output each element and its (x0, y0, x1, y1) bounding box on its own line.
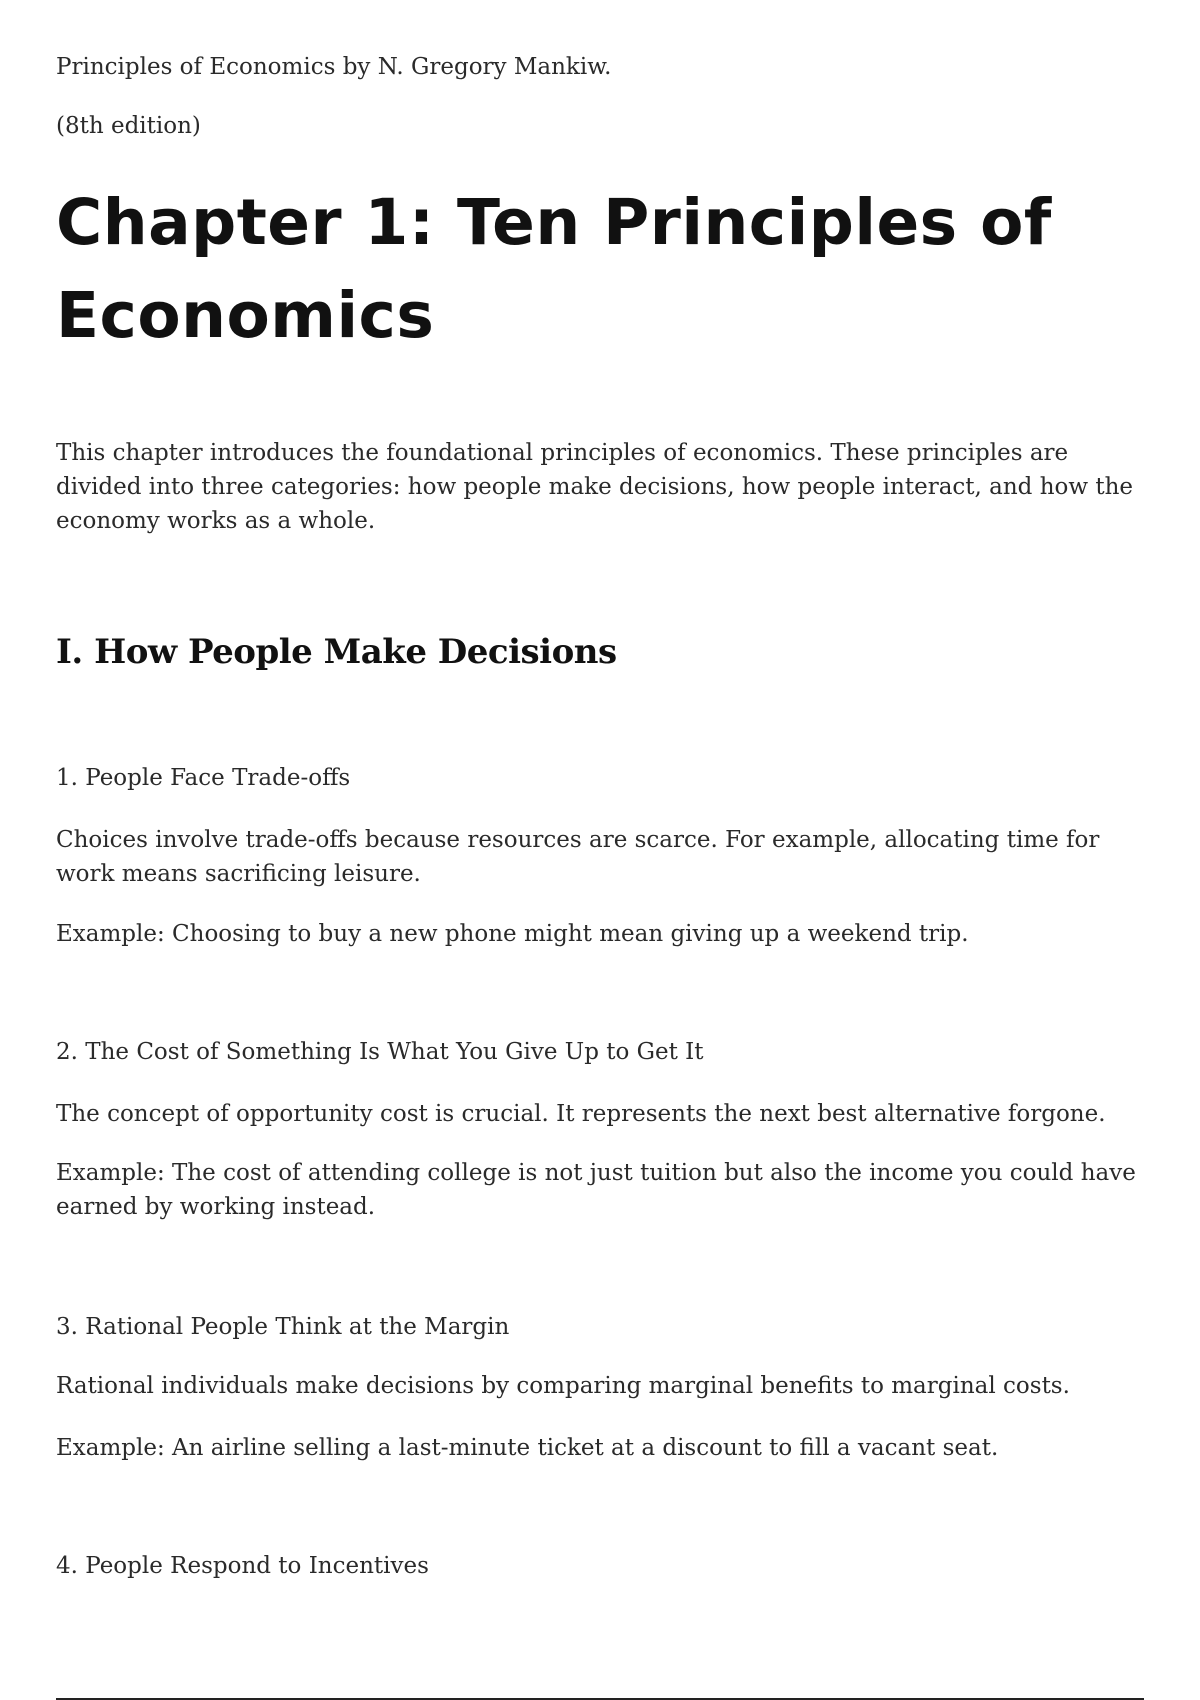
principle-3-example: Example: An airline selling a last-minute ticket at a discount to fill a vacant seat. (56, 1435, 999, 1461)
principle-4-title: 4. People Respond to Incentives (56, 1553, 429, 1579)
principle-1-title: 1. People Face Trade-offs (56, 765, 351, 791)
chapter-title: Chapter 1: Ten Principles of Economics (56, 186, 1052, 352)
principle-1-body: Choices involve trade-offs because resources are scarce. For example, allocating time for work means sacrificing leisure. (56, 827, 1100, 887)
principle-3-body: Rational individuals make decisions by comparing marginal benefits to marginal costs. (56, 1373, 1070, 1399)
principle-3-title: 3. Rational People Think at the Margin (56, 1314, 510, 1340)
principle-2-example: Example: The cost of attending college is not just tuition but also the income you could have earned by working instead. (56, 1160, 1136, 1220)
principle-1-example: Example: Choosing to buy a new phone might mean giving up a weekend trip. (56, 921, 969, 947)
edition-note: (8th edition) (56, 113, 201, 139)
section-heading: I. How People Make Decisions (56, 632, 617, 672)
intro-paragraph: This chapter introduces the foundational principles of economics. These principles are divided into three categories: how people make decisions, how people interact, and how the economy works as a whole. (56, 440, 1134, 534)
principle-2-title: 2. The Cost of Something Is What You Give Up to Get It (56, 1039, 704, 1065)
book-citation: Principles of Economics by N. Gregory Mankiw. (56, 54, 612, 80)
principle-2-body: The concept of opportunity cost is crucial. It represents the next best alternative forgone. (56, 1101, 1106, 1127)
